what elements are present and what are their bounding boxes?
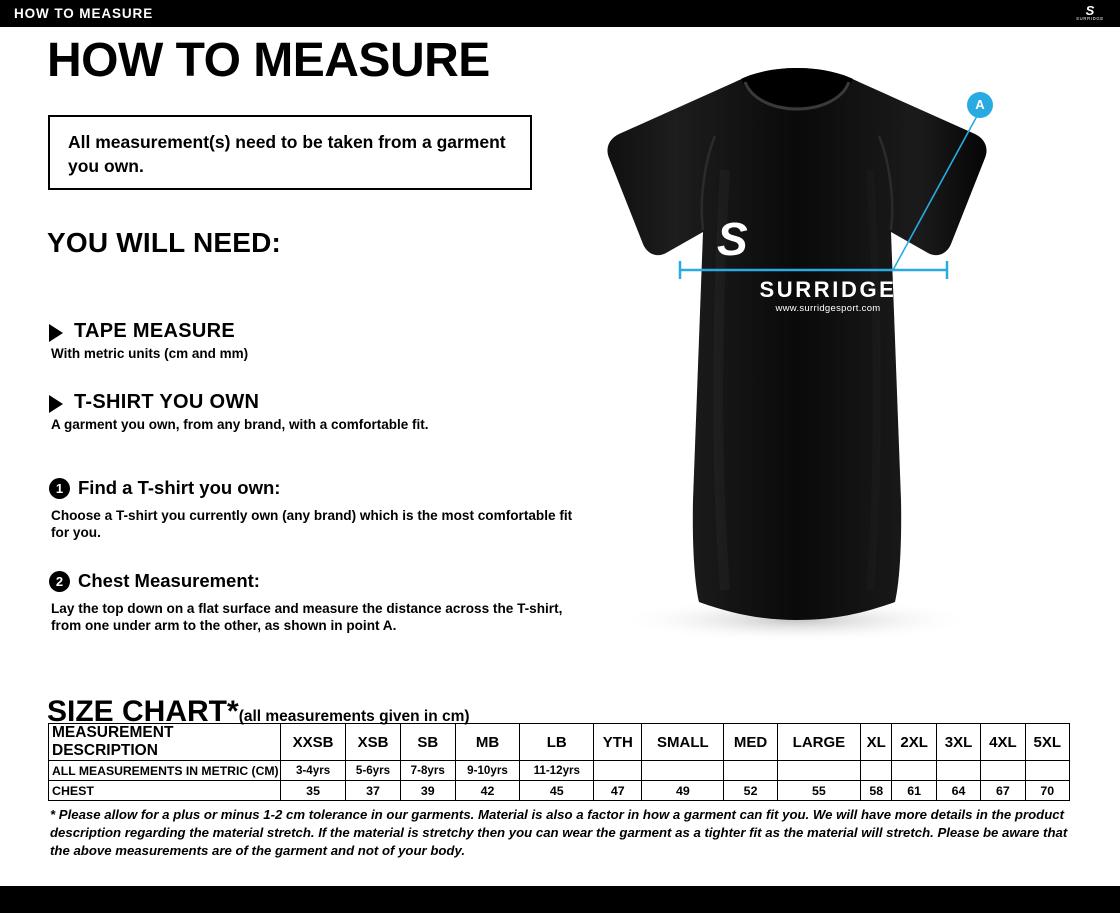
cell-value: 70 xyxy=(1025,781,1069,801)
cell-value xyxy=(724,761,777,781)
step-2 xyxy=(49,571,609,641)
brand-logo-text: SURRIDGE xyxy=(1076,16,1104,21)
cell-value xyxy=(861,761,892,781)
table-header-row xyxy=(49,724,1070,761)
triangle-bullet-icon xyxy=(49,395,63,413)
size-chart-heading-main: SIZE CHART* xyxy=(47,695,239,728)
step-body: Lay the top down on a flat surface and measure the distance across the T-shirt, from one under arm to the other, as shown in point A. xyxy=(51,601,563,633)
notice-text: All measurement(s) need to be taken from a garment you own. xyxy=(68,132,506,176)
cell-value: 9-10yrs xyxy=(455,761,520,781)
shirt-logo-mark: S xyxy=(717,213,748,265)
col-3xl: 3XL xyxy=(936,724,980,761)
need-item-tape-measure xyxy=(49,320,569,366)
col-2xl: 2XL xyxy=(892,724,936,761)
col-small: SMALL xyxy=(642,724,724,761)
shirt-brand-url: www.surridgesport.com xyxy=(775,303,881,314)
cell-value: 7-8yrs xyxy=(400,761,455,781)
size-chart-heading-sub: (all measurements given in cm) xyxy=(238,708,470,725)
step-title: Find a T-shirt you own: xyxy=(78,477,281,498)
cell-value: 58 xyxy=(861,781,892,801)
need-item-title: TAPE MEASURE xyxy=(74,320,236,342)
cell-value xyxy=(936,761,980,781)
page-title: HOW TO MEASURE xyxy=(47,34,490,87)
step-number-badge: 1 xyxy=(49,478,70,499)
table-row xyxy=(49,781,1070,801)
shirt-brand-block xyxy=(703,278,953,315)
col-4xl: 4XL xyxy=(981,724,1025,761)
col-large: LARGE xyxy=(777,724,860,761)
cell-value xyxy=(981,761,1025,781)
col-med: MED xyxy=(724,724,777,761)
notice-box xyxy=(48,115,532,190)
cell-value xyxy=(892,761,936,781)
col-mb: MB xyxy=(455,724,520,761)
step-1 xyxy=(49,478,609,548)
footnote-text: * Please allow for a plus or minus 1-2 cm tolerance in our garments. Material is also a factor in how a garment can fit you. We will have more details in the product description regarding the material stretch. If the material is stretchy then you can wear the garment as a tighter fit as the material will stretch. Please be aware that the above measurements are of the garment and not of your body. xyxy=(50,807,1068,858)
cell-value: 55 xyxy=(777,781,860,801)
cell-value: 35 xyxy=(281,781,346,801)
col-sb: SB xyxy=(400,724,455,761)
cell-value: 39 xyxy=(400,781,455,801)
brand-logo xyxy=(1070,2,1110,25)
cell-value xyxy=(1025,761,1069,781)
cell-value: 5-6yrs xyxy=(346,761,401,781)
brand-logo-mark: S xyxy=(1085,3,1095,18)
cell-value xyxy=(642,761,724,781)
callout-marker-a: A xyxy=(967,92,993,118)
cell-value: 37 xyxy=(346,781,401,801)
need-item-subtitle: With metric units (cm and mm) xyxy=(51,346,249,361)
tshirt-svg xyxy=(575,30,1120,670)
cell-value: 64 xyxy=(936,781,980,801)
cell-value: 45 xyxy=(520,781,594,801)
col-measurement-description: MEASUREMENT DESCRIPTION xyxy=(49,724,281,761)
you-will-need-heading: YOU WILL NEED: xyxy=(47,227,282,258)
col-5xl: 5XL xyxy=(1025,724,1069,761)
step-title: Chest Measurement: xyxy=(78,570,260,591)
cell-value xyxy=(594,761,642,781)
col-xsb: XSB xyxy=(346,724,401,761)
cell-value xyxy=(777,761,860,781)
header-title: HOW TO MEASURE xyxy=(14,6,154,21)
need-item-subtitle: A garment you own, from any brand, with a comfortable fit. xyxy=(51,417,429,432)
row-label: CHEST xyxy=(49,781,281,801)
step-number-badge: 2 xyxy=(49,571,70,592)
cell-value: 52 xyxy=(724,781,777,801)
size-chart-table xyxy=(48,723,1070,801)
cell-value: 49 xyxy=(642,781,724,801)
cell-value: 3-4yrs xyxy=(281,761,346,781)
row-label: ALL MEASUREMENTS IN METRIC (CM) xyxy=(49,761,281,781)
col-xxsb: XXSB xyxy=(281,724,346,761)
col-yth: YTH xyxy=(594,724,642,761)
bottom-bar xyxy=(0,886,1120,913)
need-item-title: T-SHIRT YOU OWN xyxy=(74,391,260,413)
cell-value: 61 xyxy=(892,781,936,801)
cell-value: 67 xyxy=(981,781,1025,801)
tshirt-illustration xyxy=(575,30,1120,670)
shirt-brand-name: SURRIDGE xyxy=(759,277,897,302)
col-lb: LB xyxy=(520,724,594,761)
cell-value: 47 xyxy=(594,781,642,801)
table-row xyxy=(49,761,1070,781)
step-body: Choose a T-shirt you currently own (any brand) which is the most comfortable fit for you. xyxy=(51,508,573,540)
cell-value: 11-12yrs xyxy=(520,761,594,781)
triangle-bullet-icon xyxy=(49,324,63,342)
col-xl: XL xyxy=(861,724,892,761)
top-header-bar xyxy=(0,0,1120,27)
need-item-tshirt xyxy=(49,391,569,437)
cell-value: 42 xyxy=(455,781,520,801)
